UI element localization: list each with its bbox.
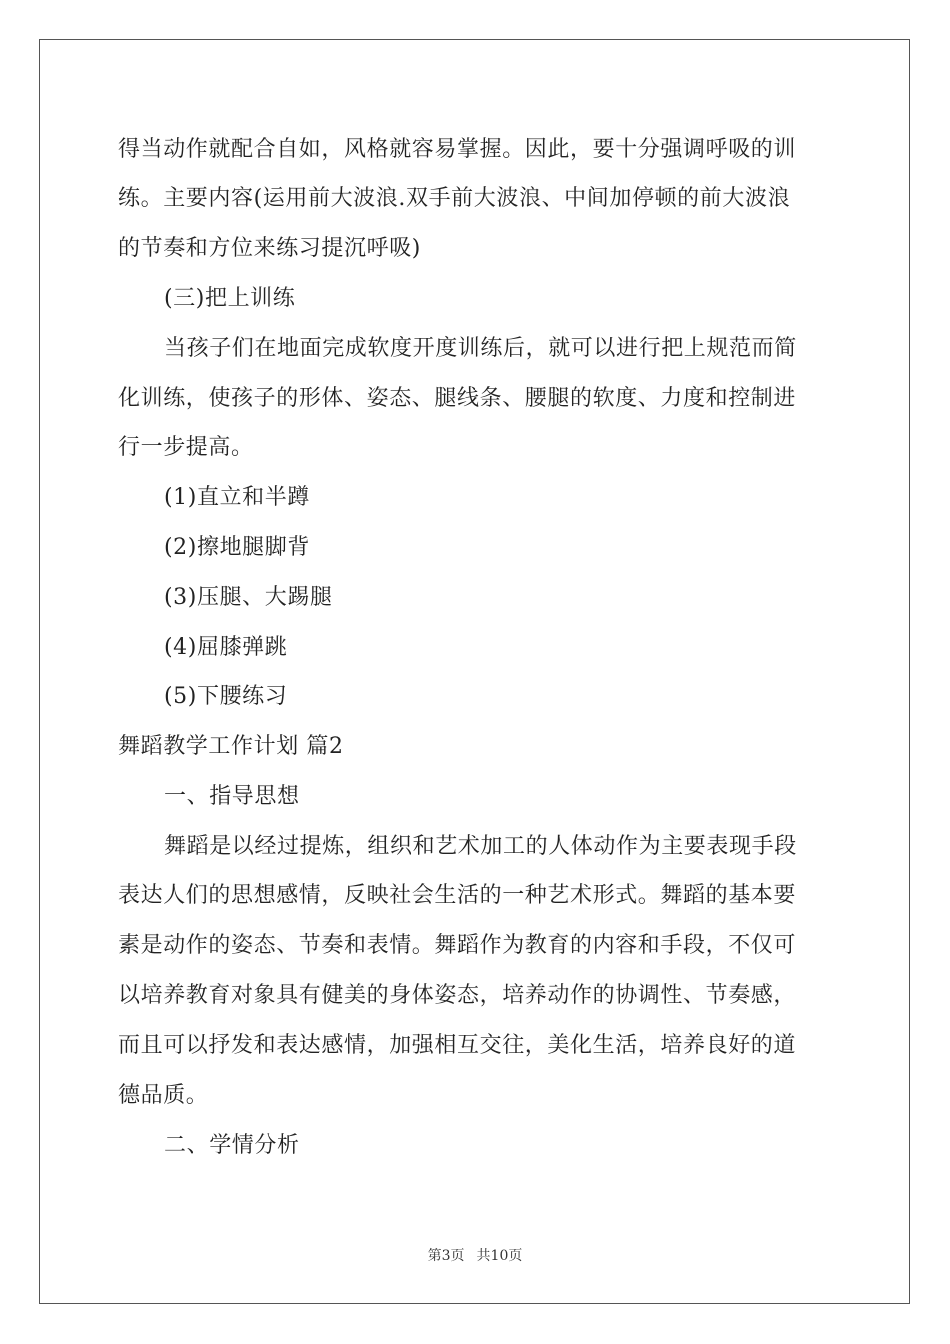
body-text-line: 素是动作的姿态、节奏和表情。舞蹈作为教育的内容和手段，不仅可 <box>118 933 797 958</box>
page-number: 第3页 <box>427 1248 465 1264</box>
body-text-line: 得当动作就配合自如，风格就容易掌握。因此，要十分强调呼吸的训 <box>118 137 797 162</box>
body-text-line: 德品质。 <box>118 1083 209 1108</box>
body-text-line: 行一步提高。 <box>118 435 254 460</box>
body-text-line: 化训练，使孩子的形体、姿态、腿线条、腰腿的软度、力度和控制进 <box>118 386 797 411</box>
document-title: 舞蹈教学工作计划 篇2 <box>118 734 344 759</box>
page-border <box>39 39 910 1304</box>
list-item: (1)直立和半蹲 <box>164 485 310 510</box>
body-text-line: 的节奏和方位来练习提沉呼吸) <box>118 236 421 261</box>
body-text-line: 练。主要内容(运用前大波浪.双手前大波浪、中间加停顿的前大波浪 <box>118 186 791 211</box>
body-text-line: 当孩子们在地面完成软度开度训练后，就可以进行把上规范而简 <box>164 336 797 361</box>
page-total: 共10页 <box>476 1248 523 1264</box>
body-text-line: 舞蹈是以经过提炼，组织和艺术加工的人体动作为主要表现手段 <box>164 834 797 859</box>
section-heading: (三)把上训练 <box>164 286 296 311</box>
list-item: (4)屈膝弹跳 <box>164 635 288 660</box>
list-item: (5)下腰练习 <box>164 684 288 709</box>
section-heading: 一、指导思想 <box>164 784 300 809</box>
list-item: (3)压腿、大踢腿 <box>164 585 333 610</box>
list-item: (2)擦地腿脚背 <box>164 535 310 560</box>
body-text-line: 而且可以抒发和表达感情，加强相互交往，美化生活，培养良好的道 <box>118 1033 797 1058</box>
body-text-line: 以培养教育对象具有健美的身体姿态，培养动作的协调性、节奏感， <box>118 983 797 1008</box>
section-heading: 二、学情分析 <box>164 1133 300 1158</box>
body-text-line: 表达人们的思想感情，反映社会生活的一种艺术形式。舞蹈的基本要 <box>118 883 797 908</box>
page-footer <box>0 1246 950 1266</box>
